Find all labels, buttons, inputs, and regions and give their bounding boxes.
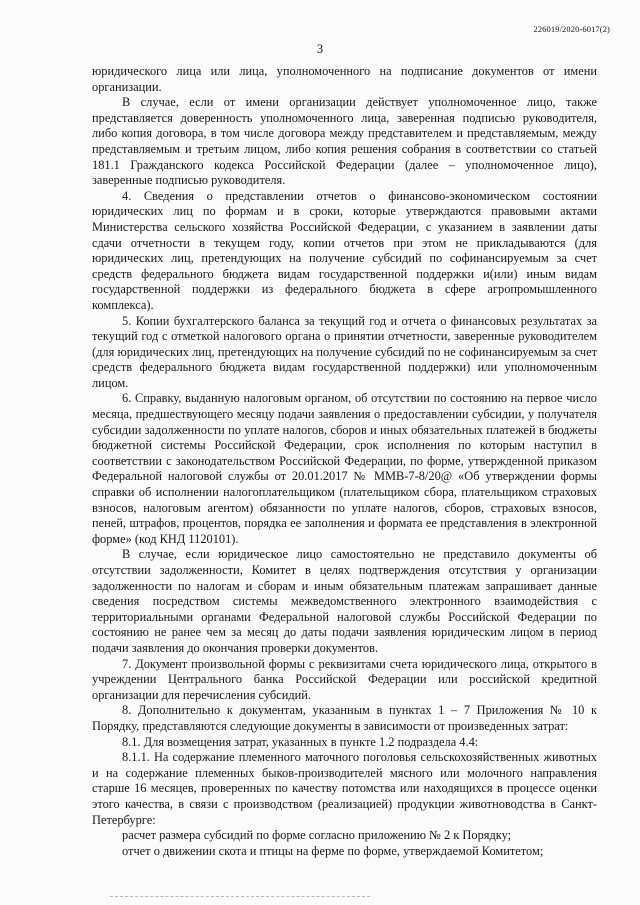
paragraph: 8. Дополнительно к документам, указанным в пунктах 1 – 7 Приложения № 10 к Порядку, представляются следующие документы в зависимости от произведенных затрат:	[92, 703, 597, 733]
paragraph: расчет размера субсидий по форме согласно приложению № 2 к Порядку;	[122, 828, 512, 843]
paragraph: 8.1.1. На содержание племенного маточного поголовья сельскохозяйственных животных и на содержание племенных быков-производителей мясного или молочного направления старше 16 месяцев, проверенных по качеству потомства или находящихся в процессе оценки этого качества, в связи с производством (реализацией) продукции животноводства в Санкт-Петербурге:	[92, 750, 597, 827]
document-body	[92, 64, 597, 859]
paragraph: 5. Копии бухгалтерского баланса за текущий год и отчета о финансовых результатах за текущий год с отметкой налогового органа о принятии отчетности, заверенные руководителем (для юридических лиц, претендующих на получение субсидий по не софинансируемым за счет средств федерального бюджета видам государственной поддержки) или уполномоченным лицом.	[92, 313, 597, 390]
paragraph: юридического лица или лица, уполномоченного на подписание документов от имени организации.	[92, 64, 597, 94]
paragraph: 4. Сведения о представлении отчетов о финансово-экономическом состоянии юридических лиц по формам и в сроки, которые утверждаются правовыми актами Министерства сельского хозяйства Российской Федерации, с указанием в заявлении даты сдачи отчетности в текущем году, копии отчетов при этом не прикладываются (для юридических лиц, претендующих на получение субсидий по софинансируемым за счет средств федерального бюджета видам государственной поддержки и(или) иным видам государственной поддержки из федерального бюджета в сфере агропромышленного комплекса).	[92, 188, 597, 312]
document-code: 226019/2020-6017(2)	[533, 24, 610, 34]
paragraph: 6. Справку, выданную налоговым органом, об отсутствии по состоянию на первое число месяца, предшествующего месяцу подачи заявления о предоставлении субсидии, у получателя субсидии задолженности по уплате налогов, сборов и иных обязательных платежей в бюджеты бюджетной системы Российской Федерации, срок исполнения по которым наступил в соответствии с законодательством Российской Федерации, по форме, утвержденной приказом Федеральной налоговой службы от 20.01.2017 № ММВ-7-8/20@ «Об утверждении формы справки об исполнении налогоплательщиком (плательщиком сбора, плательщиком страховых взносов, налоговым агентом) обязанности по уплате налогов, сборов, страховых взносов, пеней, штрафов, процентов, порядка ее заполнения и формата ее представления в электронной форме» (код КНД 1120101).	[92, 391, 597, 546]
scan-artifact-line	[110, 896, 370, 901]
paragraph: отчет о движении скота и птицы на ферме по форме, утверждаемой Комитетом;	[122, 843, 544, 858]
paragraph: 8.1. Для возмещения затрат, указанных в пункте 1.2 подраздела 4.4:	[122, 734, 479, 749]
page-number: 3	[316, 42, 324, 56]
paragraph: В случае, если юридическое лицо самостоятельно не представило документы об отсутствии задолженности, Комитет в целях подтверждения отсутствия у организации задолженности по налогам и сборам и иным обязательным платежам запрашивает данные сведения посредством системы межведомственного электронного взаимодействия с территориальными органами Федеральной налоговой службы Российской Федерации по состоянию не ранее чем за месяц до даты подачи заявления юридическим лицом в период подачи заявления до окончания проверки документов.	[92, 547, 597, 655]
paragraph: 7. Документ произвольной формы с реквизитами счета юридического лица, открытого в учреждении Центрального банка Российской Федерации или российской кредитной организации для перечисления субсидий.	[92, 656, 597, 702]
paragraph: В случае, если от имени организации действует уполномоченное лицо, также представляется доверенность уполномоченного лица, заверенная подписью руководителя, либо копия договора, в том числе договора между представителем и представляемым, между представляемым и третьим лицом, либо копия решения собрания в соответствии со статьей 181.1 Гражданского кодекса Российской Федерации (далее – уполномоченное лицо), заверенные подписью руководителя.	[92, 95, 597, 188]
